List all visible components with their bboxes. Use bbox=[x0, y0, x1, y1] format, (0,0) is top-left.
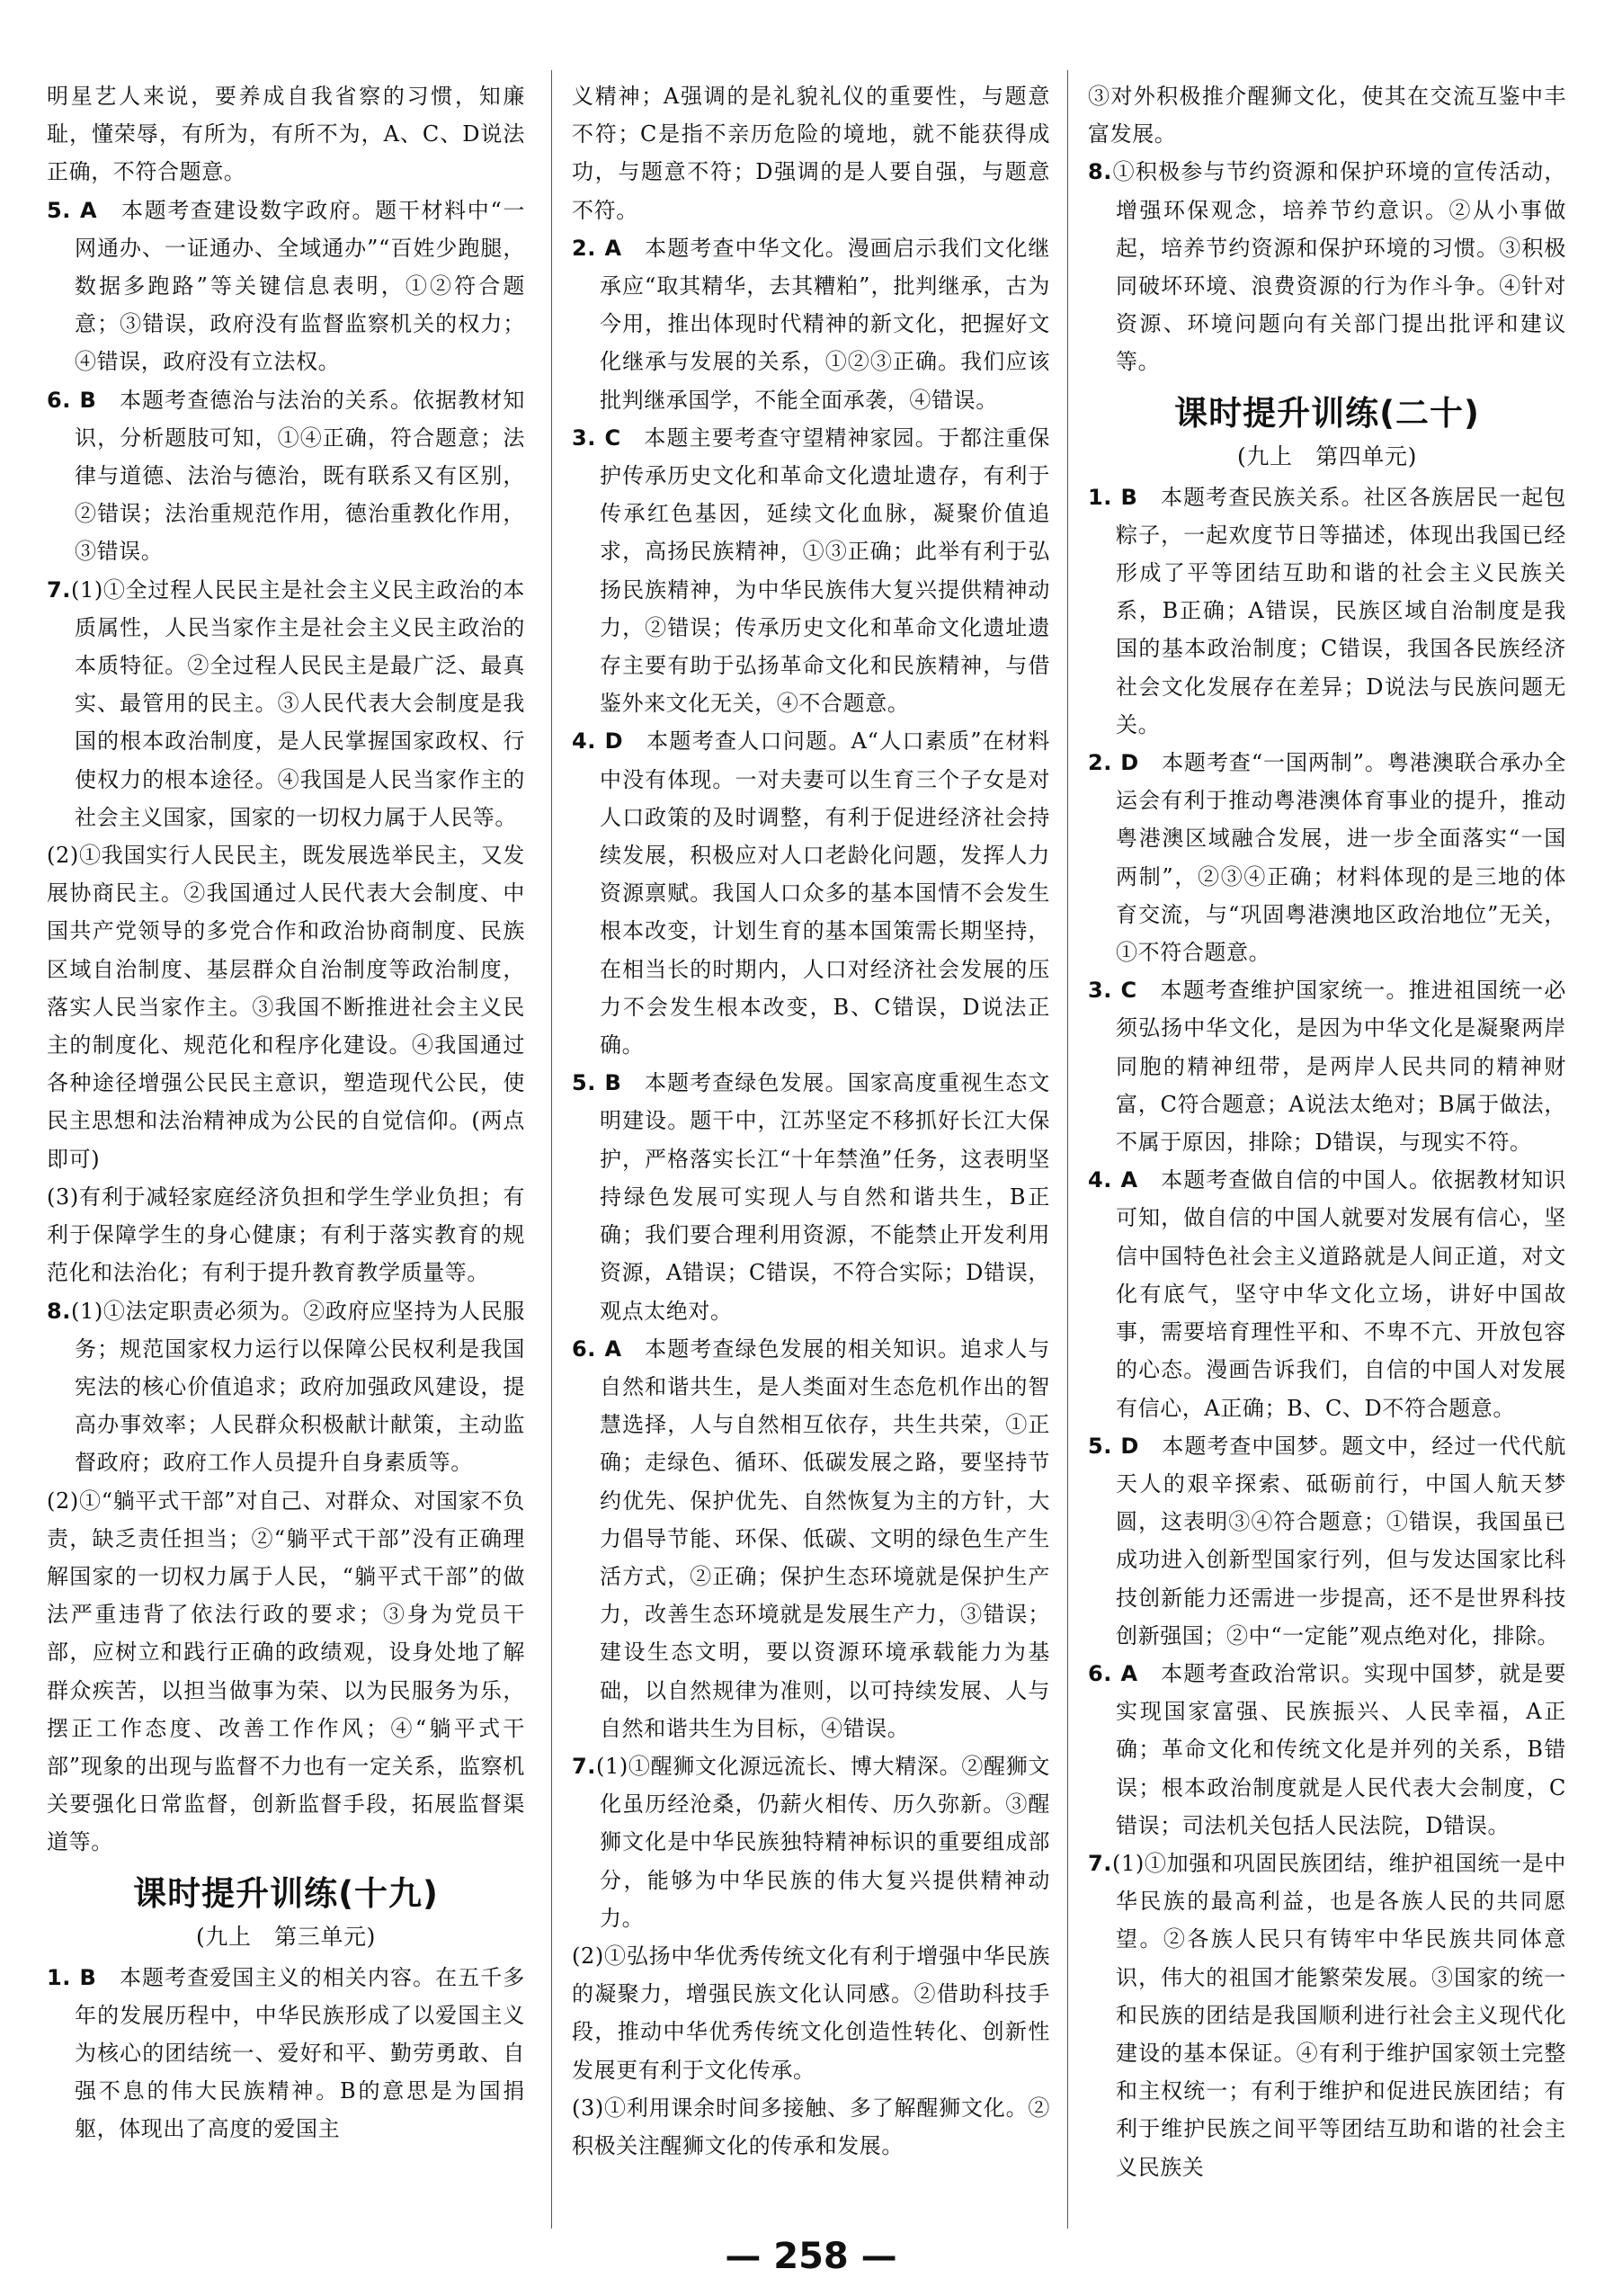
answer-number: 4. D bbox=[572, 728, 624, 755]
section-subtitle: (九上 第三单元) bbox=[196, 1923, 376, 1950]
answer-item bbox=[47, 1292, 525, 1482]
answer-text: 本题考查“一国两制”。粤港澳联合承办全运会有利于推动粤港澳体育事业的提升，推动粤港澳区域融合发展，进一步全面落实“一国两制”，②③④正确；材料体现的是三地的体育交流，与“巩固粤港澳地区政治地位”无关，①不符合题意。 bbox=[1116, 750, 1566, 966]
continued-text: ③对外积极推介醒狮文化，使其在交流互鉴中丰富发展。 bbox=[1088, 84, 1566, 147]
answer-subpart: (2)①“躺平式干部”对自己、对群众、对国家不负责，缺乏责任担当；②“躺平式干部”没有正确理解国家的一切权力属于人民，“躺平式干部”的做法严重违背了依法行政的要求；③身为党员干部，应树立和践行正确的政绩观，设身处地了解群众疾苦，以担当做事为荣、以为民服务为乐，摆正工作态度、改善工作作风；④“躺平式干部”现象的出现与监督不力也有一定关系，监察机关要强化日常监督，创新监督手段，拓展监督渠道等。 bbox=[47, 1487, 525, 1855]
column-divider bbox=[551, 70, 552, 2229]
answer-item bbox=[47, 192, 525, 381]
section-subtitle: (九上 第四单元) bbox=[1237, 442, 1417, 469]
answer-item bbox=[572, 1747, 1050, 1937]
answer-item bbox=[1088, 478, 1566, 744]
continued-text: 明星艺人来说，要养成自我省察的习惯，知廉耻，懂荣辱，有所为，有所不为，A、C、D说法正确，不符合题意。 bbox=[47, 84, 525, 185]
answer-item bbox=[1088, 153, 1566, 380]
answer-subpart: (3)①利用课余时间多接触、多了解醒狮文化。②积极关注醒狮文化的传承和发展。 bbox=[572, 2095, 1050, 2158]
answer-item bbox=[1088, 1845, 1566, 2186]
answer-number: 8. bbox=[1088, 159, 1113, 185]
answer-text: (1)①醒狮文化源远流长、博大精深。②醒狮文化虽历经沧桑，仍薪火相传、历久弥新。③醒狮文化是中华民族独特精神标识的重要组成部分，能够为中华民族的伟大复兴提供精神动力。 bbox=[596, 1753, 1050, 1931]
section-title: 课时提升训练(二十) bbox=[1174, 393, 1480, 433]
answer-number: 8. bbox=[47, 1298, 72, 1324]
answer-item bbox=[1088, 1161, 1566, 1426]
answer-text: 本题考查中华文化。漫画启示我们文化继承应“取其精华，去其糟粕”，批判继承，古为今用，推出体现时代精神的新文化，把握好文化继承与发展的关系，①②③正确。我们应该批判继承国学，不能全面承袭，④错误。 bbox=[600, 235, 1050, 413]
answer-text: 本题考查建设数字政府。题干材料中“一网通办、一证通办、全域通办”“百姓少跑腿，数据多跑路”等关键信息表明，①②符合题意；③错误，政府没有监督监察机关的权力；④错误，政府没有立法权。 bbox=[75, 197, 525, 375]
answer-text: 本题考查人口问题。A“人口素质”在材料中没有体现。一对夫妻可以生育三个子女是对人口政策的及时调整，有利于促进经济社会持续发展，积极应对人口老龄化问题，发挥人力资源禀赋。我国人口众多的基本国情不会发生根本改变，计划生育的基本国策需长期坚持，在相当长的时期内，人口对经济社会发展的压力不会发生根本改变，B、C错误，D说法正确。 bbox=[600, 728, 1050, 1059]
answer-subpart: (2)①弘扬中华优秀传统文化有利于增强中华民族的凝聚力，增强民族文化认同感。②借助科技手段，推动中华优秀传统文化创造性转化、创新性发展更有利于文化传承。 bbox=[572, 1943, 1050, 2083]
answer-text: (1)①法定职责必须为。②政府应坚持为人民服务；规范国家权力运行以保障公民权利是我国宪法的核心价值追求；政府加强政风建设，提高办事效率；人民群众积极献计献策，主动监督政府；政府工作人员提升自身素质等。 bbox=[71, 1298, 525, 1476]
answer-number: 2. A bbox=[572, 235, 622, 261]
answer-number: 3. C bbox=[572, 424, 621, 451]
answer-text: 本题考查中国梦。题文中，经过一代代航天人的艰辛探索、砥砺前行，中国人航天梦圆，这表明③④符合题意；①错误，我国虽已成功进入创新型国家行列，但与发达国家比科技创新能力还需进一步提高，还不是世界科技创新强国；②中“一定能”观点绝对化，排除。 bbox=[1116, 1433, 1566, 1648]
answer-subpart: (3)有利于减轻家庭经济负担和学生学业负担；有利于保障学生的身心健康；有利于落实教育的规范化和法治化；有利于提升教育教学质量等。 bbox=[47, 1184, 525, 1286]
answer-number: 7. bbox=[572, 1753, 597, 1779]
answer-number: 5. A bbox=[47, 197, 98, 223]
answer-number: 7. bbox=[47, 576, 72, 603]
answer-number: 3. C bbox=[1088, 978, 1137, 1004]
answer-text: ①积极参与节约资源和保护环境的宣传活动，增强环保观念，培养节约意识。②从小事做起，培养节约资源和保护环境的习惯。③积极同破坏环境、浪费资源的行为作斗争。④针对资源、环境问题向有关部门提出批评和建议等。 bbox=[1112, 159, 1566, 375]
answer-text: 本题考查做自信的中国人。依据教材知识可知，做自信的中国人就要对发展有信心，坚信中国特色社会主义道路就是人间正道，对文化有底气，坚守中华文化立场，讲好中国故事，需要培育理性平和、不卑不亢、开放包容的心态。漫画告诉我们，自信的中国人对发展有信心，A正确；B、C、D不符合题意。 bbox=[1116, 1167, 1566, 1421]
answer-text: 本题考查爱国主义的相关内容。在五千多年的发展历程中，中华民族形成了以爱国主义为核心的团结统一、爱好和平、勤劳勇敢、自强不息的伟大民族精神。B的意思是为国捐躯，体现出了高度的爱国主 bbox=[75, 1964, 525, 2142]
answer-item bbox=[572, 1330, 1050, 1747]
answer-number: 2. D bbox=[1088, 750, 1139, 776]
answer-text: (1)①加强和巩固民族团结，维护祖国统一是中华民族的最高利益，也是各族人民的共同愿望。②各族人民只有铸牢中华民族共同体意识，伟大的祖国才能繁荣发展。③国家的统一和民族的团结是我国顺利进行社会主义现代化建设的基本保证。④有利于维护国家领土完整和主权统一；有利于维护和促进民族团结；有利于维护民族之间平等团结互助和谐的社会主义民族关 bbox=[1112, 1850, 1566, 2180]
answer-text: (1)①全过程人民民主是社会主义民主政治的本质属性，人民当家作主是社会主义民主政治的本质特征。②全过程人民民主是最广泛、最真实、最管用的民主。③人民代表大会制度是我国的根本政治制度，是人民掌握国家政权、行使权力的根本途径。④我国是人民当家作主的社会主义国家，国家的一切权力属于人民等。 bbox=[71, 576, 525, 830]
answer-item bbox=[572, 419, 1050, 723]
answer-number: 1. B bbox=[47, 1964, 97, 1990]
section-title: 课时提升训练(十九) bbox=[133, 1873, 439, 1913]
answer-number: 4. A bbox=[1088, 1167, 1138, 1193]
answer-item bbox=[572, 1064, 1050, 1329]
answer-text: 本题考查绿色发展的相关知识。追求人与自然和谐共生，是人类面对生态危机作出的智慧选择，人与自然相互依存，共生共荣，①正确；走绿色、循环、低碳发展之路，要坚持节约优先、保护优先、自然恢复为主的方针，大力倡导节能、环保、低碳、文明的绿色生产生活方式，②正确；保护生态环境就是保护生产力，改善生态环境就是发展生产力，③错误；建设生态文明，要以资源环境承载能力为基础，以自然规律为准则，以可持续发展、人与自然和谐共生为目标，④错误。 bbox=[600, 1336, 1050, 1741]
column-right bbox=[1088, 77, 1566, 2186]
column-middle bbox=[572, 77, 1050, 2165]
answer-number: 1. B bbox=[1088, 484, 1138, 510]
answer-text: 本题考查绿色发展。国家高度重视生态文明建设。题干中，江苏坚定不移抓好长江大保护，严格落实长江“十年禁渔”任务，这表明坚持绿色发展可实现人与自然和谐共生，B正确；我们要合理利用资源，不能禁止开发利用资源，A错误；C错误，不符合实际；D错误，观点太绝对。 bbox=[600, 1070, 1050, 1324]
answer-subpart: (2)①我国实行人民民主，既发展选举民主，又发展协商民主。②我国通过人民代表大会制度、中国共产党领导的多党合作和政治协商制度、民族区域自治制度、基层群众自治制度等政治制度，落实人民当家作主。③我国不断推进社会主义民主的制度化、规范化和程序化建设。④我国通过各种途径增强公民民主意识，塑造现代公民，使民主思想和法治精神成为公民的自觉信仰。(两点即可) bbox=[47, 843, 525, 1172]
column-left bbox=[47, 77, 525, 2149]
answer-number: 6. A bbox=[572, 1336, 622, 1362]
answer-item bbox=[572, 229, 1050, 419]
answer-number: 7. bbox=[1088, 1850, 1113, 1876]
answer-item bbox=[47, 1959, 525, 2149]
answer-number: 6. A bbox=[1088, 1660, 1138, 1686]
answer-text: 本题考查政治常识。实现中国梦，就是要实现国家富强、民族振兴、人民幸福，A正确；革命文化和传统文化是并列的关系，B错误；根本政治制度就是人民代表大会制度，C错误；司法机关包括人民法院，D错误。 bbox=[1116, 1660, 1566, 1838]
answer-text: 本题考查维护国家统一。推进祖国统一必须弘扬中华文化，是因为中华文化是凝聚两岸同胞的精神纽带，是两岸人民共同的精神财富，C符合题意；A说法太绝对；B属于做法，不属于原因，排除；D错误，与现实不符。 bbox=[1116, 978, 1566, 1156]
answer-number: 6. B bbox=[47, 387, 97, 413]
answer-text: 本题主要考查守望精神家园。于都注重保护传承历史文化和革命文化遗址遗存，有利于传承红色基因，延续文化血脉，凝聚价值追求，高扬民族精神，①③正确；此举有利于弘扬民族精神，为中华民族伟大复兴提供精神动力，②错误；传承历史文化和革命文化遗址遗存主要有助于弘扬革命文化和民族精神，与借鉴外来文化无关，④不合题意。 bbox=[600, 424, 1050, 717]
answer-number: 5. D bbox=[1088, 1433, 1139, 1459]
answer-text: 本题考查民族关系。社区各族居民一起包粽子，一起欢度节日等描述，体现出我国已经形成了平等团结互助和谐的社会主义民族关系，B正确；A错误，民族区域自治制度是我国的基本政治制度；C错误，我国各民族经济社会文化发展存在差异；D说法与民族问题无关。 bbox=[1116, 484, 1566, 737]
answer-item bbox=[47, 571, 525, 836]
column-divider bbox=[1067, 70, 1068, 2229]
answer-text: 本题考查德治与法治的关系。依据教材知识，分析题肢可知，①④正确，符合题意；法律与道德、法治与德治，既有联系又有区别，②错误；法治重规范作用，德治重教化作用，③错误。 bbox=[75, 387, 525, 565]
answer-item bbox=[1088, 1655, 1566, 1845]
answer-item bbox=[1088, 971, 1566, 1161]
page-number: — 258 — bbox=[725, 2236, 897, 2277]
answer-item bbox=[1088, 1427, 1566, 1655]
answer-item bbox=[1088, 744, 1566, 971]
answer-number: 5. B bbox=[572, 1070, 622, 1096]
continued-text: 义精神；A强调的是礼貌礼仪的重要性，与题意不符；C是指不亲历危险的境地，就不能获得成功，与题意不符；D强调的是人要自强，与题意不符。 bbox=[572, 84, 1050, 223]
answer-item bbox=[47, 381, 525, 571]
answer-item bbox=[572, 722, 1050, 1064]
